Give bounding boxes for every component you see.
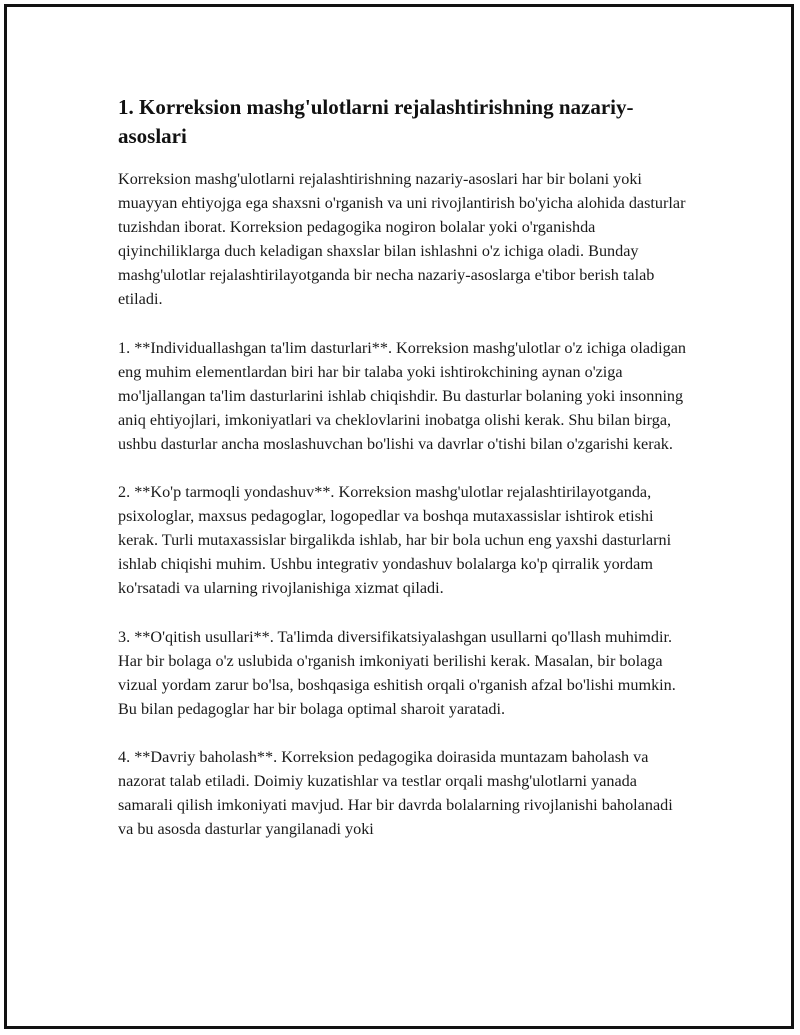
- paragraph-individual-programs: 1. **Individuallashgan ta'lim dasturlari**. Korreksion mashg'ulotlar o'z ichiga oladigan eng muhim elementlardan biri har bir talaba yoki ishtirokchining aynan o'ziga mo'ljallangan ta'lim dasturlarini ishlab chiqishdir. Bu dasturlar bolaning yoki insonning aniq ehtiyojlari, imkoniyatlari va cheklovlarini inobatga olishi kerak. Shu bilan birga, ushbu dasturlar ancha moslashuvchan bo'lishi va davrlar o'tishi bilan o'zgarishi kerak.: [118, 338, 686, 453]
- paragraph-multidisciplinary-approach: 2. **Ko'p tarmoqli yondashuv**. Korreksion mashg'ulotlar rejalashtirilayotganda, psixologlar, maxsus pedagoglar, logopedlar va boshqa mutaxassislar ishtirok etishi kerak. Turli mutaxassislar birgalikda ishlab, har bir bola uchun eng yaxshi dasturlarni ishlab chiqishi muhim. Ushbu integrativ yondashuv bolalarga ko'p qirralik yordam ko'rsatadi va ularning rivojlanishiga xizmat qiladi.: [118, 483, 672, 598]
- section-heading: 1. Korreksion mashg'ulotlarni rejalashtirishning nazariy-asoslari: [118, 95, 634, 148]
- intro-paragraph: Korreksion mashg'ulotlarni rejalashtirishning nazariy-asoslari har bir bolani yoki muayyan ehtiyojga ega shaxsni o'rganish va uni rivojlantirish bo'yicha alohida dasturlar tuzishdan iborat. Korreksion pedagogika nogiron bolalar yoki o'rganishda qiyinchiliklarga duch keladigan shaxslar bilan ishlashni o'z ichiga oladi. Bunday mashg'ulotlar rejalashtirilayotganda bir necha nazariy-asoslarga e'tibor berish talab etiladi.: [118, 170, 686, 309]
- paragraph-periodic-assessment: 4. **Davriy baholash**. Korreksion pedagogika doirasida muntazam baholash va nazorat talab etiladi. Doimiy kuzatishlar va testlar orqali mashg'ulotlarni yanada samarali qilish imkoniyati mavjud. Har bir davrda bolalarning rivojlanishi baholanadi va bu asosda dasturlar yangilanadi yoki: [118, 747, 673, 839]
- paragraph-teaching-methods: 3. **O'qitish usullari**. Ta'limda diversifikatsiyalashgan usullarni qo'llash muhimdir. Har bir bolaga o'z uslubida o'rganish imkoniyati berilishi kerak. Masalan, bir bolaga vizual yordam zarur bo'lsa, boshqasiga eshitish orqali o'rganish afzal bo'lishi mumkin. Bu bilan pedagoglar har bir bolaga optimal sharoit yaratadi.: [118, 627, 676, 718]
- document-body: [118, 93, 690, 865]
